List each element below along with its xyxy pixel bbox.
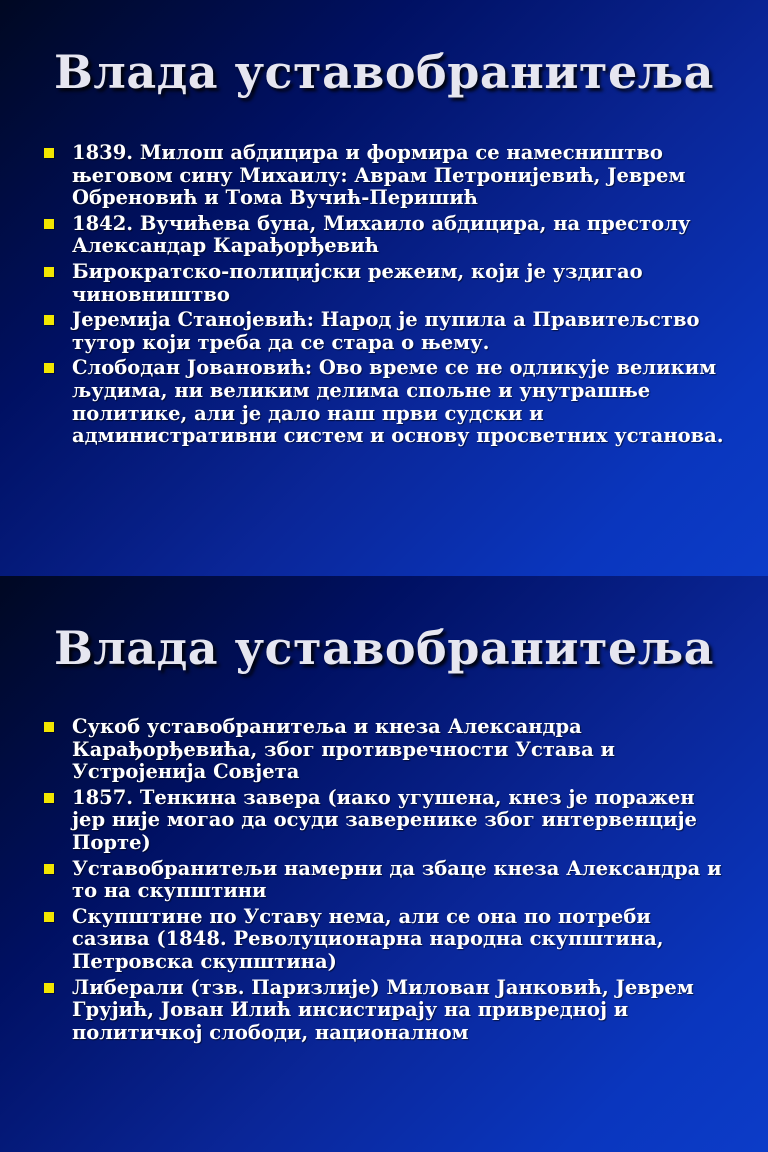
slide-title: Влада уставобранитеља bbox=[54, 621, 714, 675]
bullet-list bbox=[44, 142, 734, 451]
list-item bbox=[44, 213, 734, 258]
bullet-text: Уставобранитељи намерни да збаце кнеза Александра и то на скупштини bbox=[72, 856, 722, 903]
bullet-text: 1842. Вучићева буна, Михаило абдицира, на престолу Александар Карађорђевић bbox=[72, 211, 691, 258]
list-item bbox=[44, 261, 734, 306]
square-bullet-icon bbox=[44, 219, 54, 229]
square-bullet-icon bbox=[44, 983, 54, 993]
bullet-text: 1857. Тенкина завера (иако угушена, кнез је поражен јер није могао да осуди заверенике због интервенције Порте) bbox=[72, 785, 697, 854]
bullet-list bbox=[44, 716, 734, 1047]
square-bullet-icon bbox=[44, 864, 54, 874]
bullet-text: Либерали (тзв. Паризлије) Милован Јанковић, Јеврем Грујић, Јован Илић инсистирају на привредној и политичкој слободи, националном bbox=[72, 975, 694, 1044]
bullet-text: 1839. Милош абдицира и формира се намесништво његовом сину Михаилу: Аврам Петронијевић, Јеврем Обреновић и Тома Вучић-Перишић bbox=[72, 141, 686, 210]
list-item bbox=[44, 716, 734, 784]
square-bullet-icon bbox=[44, 315, 54, 325]
square-bullet-icon bbox=[44, 912, 54, 922]
bullet-text: Слободан Јовановић: Ово време се не одликује великим људима, ни великим делима спољне и унутрашње политике, али је дало наш први судски и административни систем и основу просветних установа. bbox=[72, 356, 724, 448]
list-item bbox=[44, 787, 734, 855]
list-item bbox=[44, 357, 734, 447]
list-item bbox=[44, 906, 734, 974]
list-item bbox=[44, 309, 734, 354]
square-bullet-icon bbox=[44, 363, 54, 373]
bullet-text: Бирократско-полицијски режеим, који је уздигао чиновништво bbox=[72, 259, 643, 306]
list-item bbox=[44, 977, 734, 1045]
list-item bbox=[44, 142, 734, 210]
square-bullet-icon bbox=[44, 793, 54, 803]
square-bullet-icon bbox=[44, 267, 54, 277]
slide-title: Влада уставобранитеља bbox=[54, 45, 714, 99]
square-bullet-icon bbox=[44, 722, 54, 732]
bullet-text: Скупштине по Уставу нема, али се она по потреби сазива (1848. Револуционарна народна скупштина, Петровска скупштина) bbox=[72, 904, 664, 973]
list-item bbox=[44, 858, 734, 903]
bullet-text: Јеремија Станојевић: Народ је пупила а Правитељство тутор који треба да се стара о њему. bbox=[72, 308, 700, 354]
slide-2 bbox=[0, 576, 768, 1152]
square-bullet-icon bbox=[44, 148, 54, 158]
bullet-text: Сукоб уставобранитеља и кнеза Александра Карађорђевића, због противречности Устава и Устројенија Совјета bbox=[72, 715, 615, 784]
